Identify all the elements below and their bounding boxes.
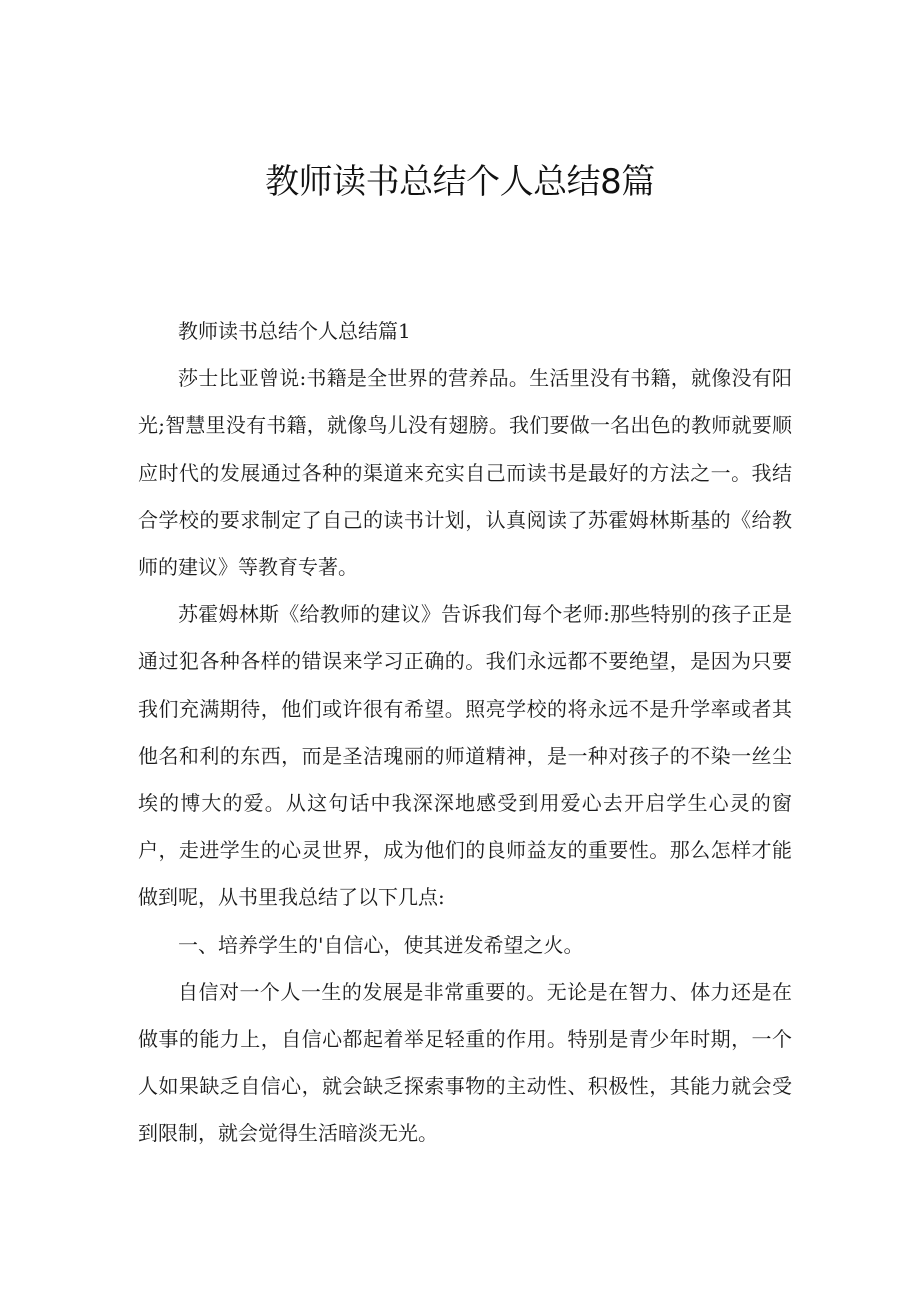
- body-paragraph: 自信对一个人一生的发展是非常重要的。无论是在智力、体力还是在做事的能力上，自信心都起着举足轻重的作用。特别是青少年时期，一个人如果缺乏自信心，就会缺乏探索事物的主动性、积极性，其能力就会受到限制，就会觉得生活暗淡无光。: [138, 979, 792, 1146]
- subsection-heading: 一、培养学生的'自信心，使其迸发希望之火。: [178, 932, 584, 957]
- section-heading: 教师读书总结个人总结篇1: [178, 319, 411, 343]
- document-title: 教师读书总结个人总结8篇: [265, 162, 655, 202]
- body-paragraph: 苏霍姆林斯《给教师的建议》告诉我们每个老师:那些特别的孩子正是通过犯各种各样的错误来学习正确的。我们永远都不要绝望，是因为只要我们充满期待，他们或许很有希望。照亮学校的将永远不是升学率或者其他名和利的东西，而是圣洁瑰丽的师道精神，是一种对孩子的不染一丝尘埃的博大的爱。从这句话中我深深地感受到用爱心去开启学生心灵的窗户，走进学生的心灵世界，成为他们的良师益友的重要性。那么怎样才能做到呢，从书里我总结了以下几点:: [138, 602, 792, 910]
- body-paragraph: 莎士比亚曾说:书籍是全世界的营养品。生活里没有书籍，就像没有阳光;智慧里没有书籍，就像鸟儿没有翅膀。我们要做一名出色的教师就要顺应时代的发展通过各种的渠道来充实自己而读书是最好的方法之一。我结合学校的要求制定了自己的读书计划，认真阅读了苏霍姆林斯基的《给教师的建议》等教育专著。: [138, 366, 792, 580]
- document-body: [138, 308, 792, 1158]
